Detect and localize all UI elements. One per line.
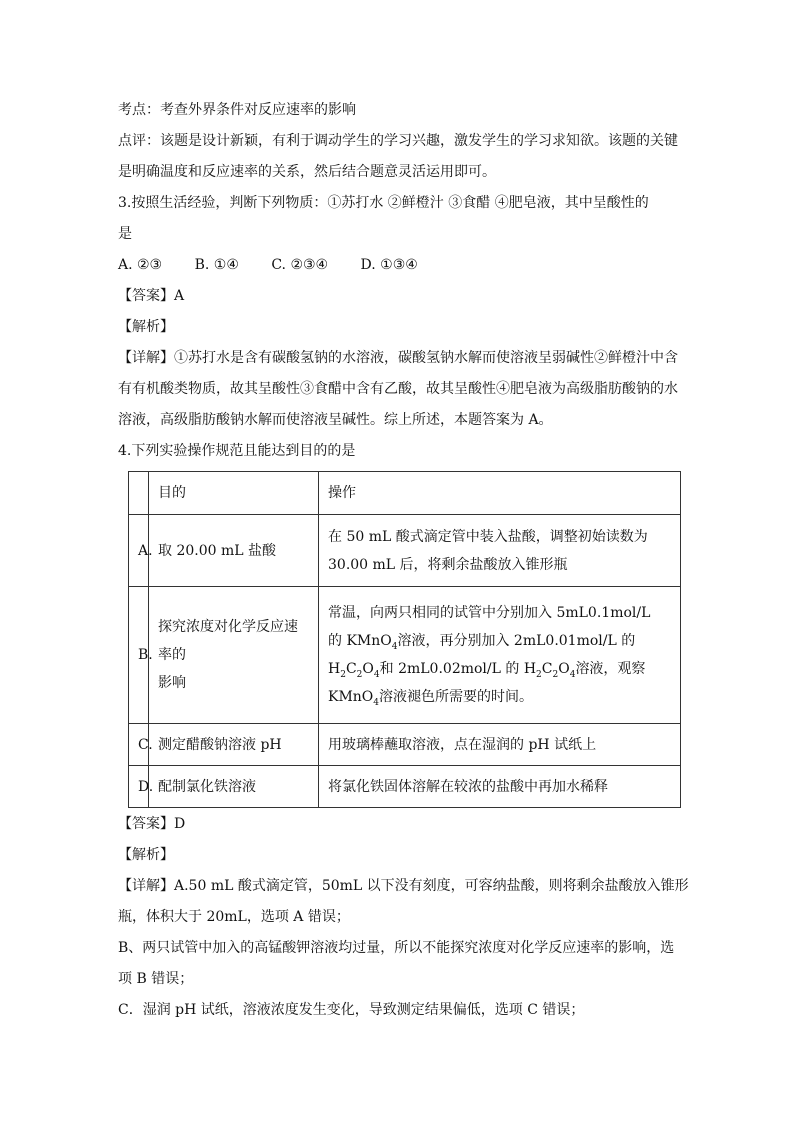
row-operation: [319, 587, 681, 724]
row-label: D.: [129, 766, 149, 808]
row-operation: [319, 515, 681, 587]
op-line: 在 50 mL 酸式滴定管中装入盐酸，调整初始读数为: [328, 528, 648, 545]
row-label: C.: [129, 724, 149, 766]
q4-detail-a1: 【详解】A.50 mL 酸式滴定管，50mL 以下没有刻度，可容纳盐酸，则将剩余盐酸放入锥形: [118, 878, 689, 894]
row-purpose: 测定醋酸钠溶液 pH: [149, 724, 319, 766]
lower-content: [118, 814, 689, 1031]
q3-detail-3: 溶液，高级脂肪酸钠水解而使溶液呈碱性。综上所述，本题答案为 A。: [118, 412, 553, 428]
experiment-table: [128, 471, 681, 808]
row-purpose: [149, 587, 319, 724]
q4-stem: 4.下列实验操作规范且能达到目的的是: [118, 443, 356, 459]
q3-stem-2: 是: [118, 226, 132, 242]
op-line: $H_2C_2O_4$和 2mL0.02mol/L 的 $H_2C_2O_4$溶液，观察: [328, 661, 646, 680]
row-purpose: 配制氯化铁溶液: [149, 766, 319, 808]
purpose-line: 探究浓度对化学反应速率的: [158, 619, 298, 663]
q3-options: [118, 255, 684, 275]
op-line: 的 KMnO$_4$溶液，再分别加入 2mL0.01mol/L 的: [328, 633, 636, 652]
op-line: 常温，向两只相同的试管中分别加入 5mL0.1mol/L: [328, 605, 651, 621]
op-line: KMnO$_4$溶液褪色所需要的时间。: [328, 689, 534, 708]
row-operation: 用玻璃棒蘸取溶液，点在湿润的 pH 试纸上: [319, 724, 681, 766]
table-row: [129, 587, 681, 724]
q3-answer: 【答案】A: [118, 288, 185, 304]
table-row: [129, 515, 681, 587]
dianping-line-1: 点评：该题是设计新颖，有利于调动学生的学习兴趣，激发学生的学习求知欲。该题的关键: [118, 133, 678, 149]
q4-detail-a2: 瓶，体积大于 20mL，选项 A 错误；: [118, 909, 350, 925]
upper-content: [118, 100, 684, 472]
q3-option-d: D. ①③④: [360, 257, 418, 273]
header-empty-cell: [129, 472, 149, 515]
q3-stem-1: 3.按照生活经验，判断下列物质：①苏打水 ②鲜橙汁 ③食醋 ④肥皂液，其中呈酸性的: [118, 195, 649, 211]
q3-detail-1: 【详解】①苏打水是含有碳酸氢钠的水溶液，碳酸氢钠水解而使溶液呈弱碱性②鲜橙汁中含: [118, 350, 678, 366]
header-operation: 操作: [319, 472, 681, 515]
row-label: B.: [129, 587, 149, 724]
q3-option-c: C. ②③④: [271, 257, 329, 273]
q3-option-b: B. ①④: [194, 257, 239, 273]
header-purpose: 目的: [149, 472, 319, 515]
q4-jiexi: 【解析】: [118, 847, 174, 863]
table-header-row: [129, 472, 681, 515]
table-row: [129, 724, 681, 766]
q4-answer: 【答案】D: [118, 816, 186, 832]
row-purpose: 取 20.00 mL 盐酸: [149, 515, 319, 587]
purpose-line: 影响: [158, 675, 186, 691]
q3-detail-2: 有有机酸类物质，故其呈酸性③食醋中含有乙酸，故其呈酸性④肥皂液为高级脂肪酸钠的水: [118, 381, 678, 397]
table-row: [129, 766, 681, 808]
q4-detail-b2: 项 B 错误；: [118, 971, 194, 987]
dianping-line-2: 是明确温度和反应速率的关系，然后结合题意灵活运用即可。: [118, 164, 496, 180]
row-operation: 将氯化铁固体溶解在较浓的盐酸中再加水稀释: [319, 766, 681, 808]
q4-detail-b1: B、两只试管中加入的高锰酸钾溶液均过量，所以不能探究浓度对化学反应速率的影响，选: [118, 940, 675, 956]
kaodian-line: 考点：考查外界条件对反应速率的影响: [118, 102, 356, 118]
q4-detail-c: C．湿润 pH 试纸，溶液浓度发生变化，导致测定结果偏低，选项 C 错误；: [118, 1002, 585, 1018]
op-line: 30.00 mL 后，将剩余盐酸放入锥形瓶: [328, 556, 568, 573]
q3-jiexi: 【解析】: [118, 319, 174, 335]
q3-option-a: A. ②③: [118, 257, 163, 273]
row-label: A.: [129, 515, 149, 587]
